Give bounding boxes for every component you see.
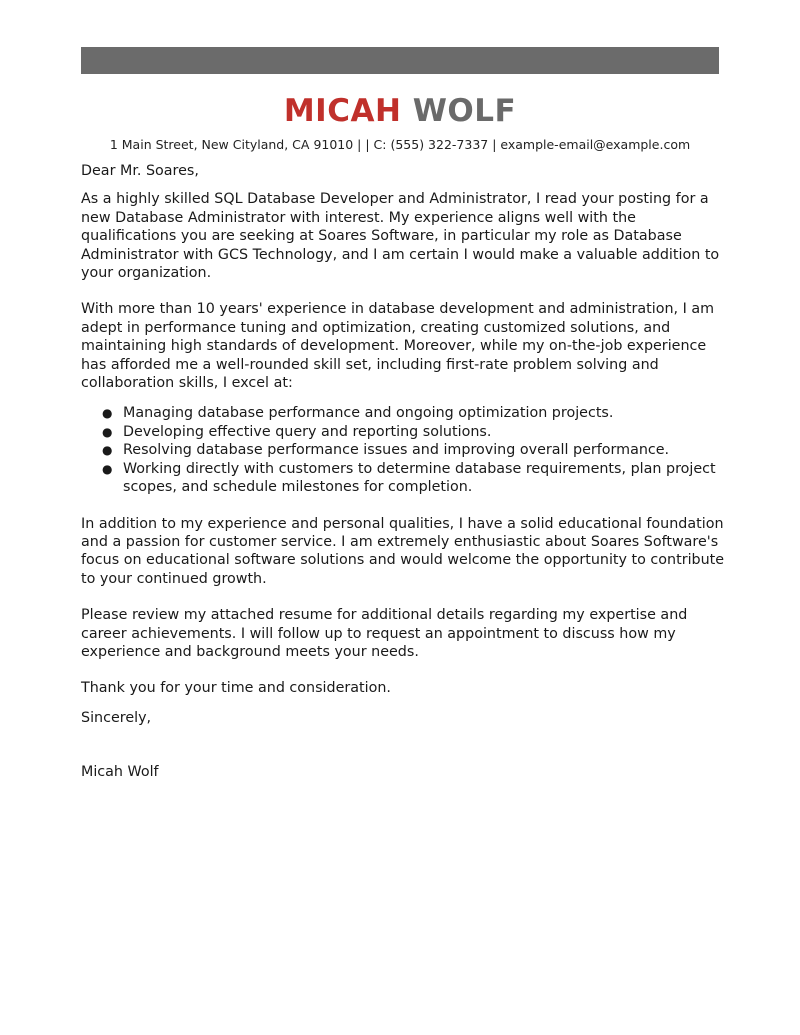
header-bar: [81, 47, 719, 74]
last-name: WOLF: [412, 93, 517, 129]
contact-info: 1 Main Street, New Cityland, CA 91010 | | C: (555) 322-7337 | example-email@example.com: [109, 137, 691, 152]
list-item-text: Managing database performance and ongoing optimization projects.: [123, 405, 614, 422]
list-item: [102, 460, 731, 497]
list-item: [102, 404, 731, 422]
bullet-icon: ●: [102, 406, 113, 421]
bullet-icon: ●: [102, 443, 113, 458]
paragraph-experience: With more than 10 years' experience in database development and administration, I am adept in performance tuning and optimization, creating customized solutions, and maintaining high standards of development. Moreover, while my on-the-job experience has afforded me a well-rounded skill set, including first-rate problem solving and collaboration skills, I excel at:: [81, 301, 715, 392]
list-item-text: Developing effective query and reporting solutions.: [123, 423, 492, 440]
signature: Micah Wolf: [81, 764, 159, 781]
sign-off: Sincerely,: [81, 709, 152, 726]
closing-line: Thank you for your time and consideration.: [81, 680, 391, 697]
paragraph-education: In addition to my experience and personal qualities, I have a solid educational foundation and a passion for customer service. I am extremely enthusiastic about Soares Software's focus on educational software solutions and would welcome the opportunity to contribute to your continued growth.: [81, 515, 725, 587]
list-item-text: Resolving database performance issues and improving overall performance.: [123, 442, 670, 459]
applicant-name: [0, 91, 800, 131]
bullet-icon: ●: [102, 461, 113, 476]
letter-body: [81, 162, 731, 782]
list-item: [102, 441, 731, 459]
bullet-icon: ●: [102, 424, 113, 439]
first-name: MICAH: [283, 93, 402, 129]
paragraph-intro: As a highly skilled SQL Database Developer and Administrator, I read your posting for a new Database Administrator with interest. My experience aligns well with the qualifications you are seeking at Soares Software, in particular my role as Database Administrator with GCS Technology, and I am certain I would make a valuable addition to your organization.: [81, 191, 720, 282]
list-item: [102, 423, 731, 441]
skills-list: [81, 404, 731, 496]
salutation: Dear Mr. Soares,: [81, 163, 199, 179]
list-item-text: Working directly with customers to determine database requirements, plan project scopes, and schedule milestones for completion.: [123, 460, 716, 496]
paragraph-follow-up: Please review my attached resume for additional details regarding my expertise and career achievements. I will follow up to request an appointment to discuss how my experience and background meets your needs.: [81, 607, 688, 660]
